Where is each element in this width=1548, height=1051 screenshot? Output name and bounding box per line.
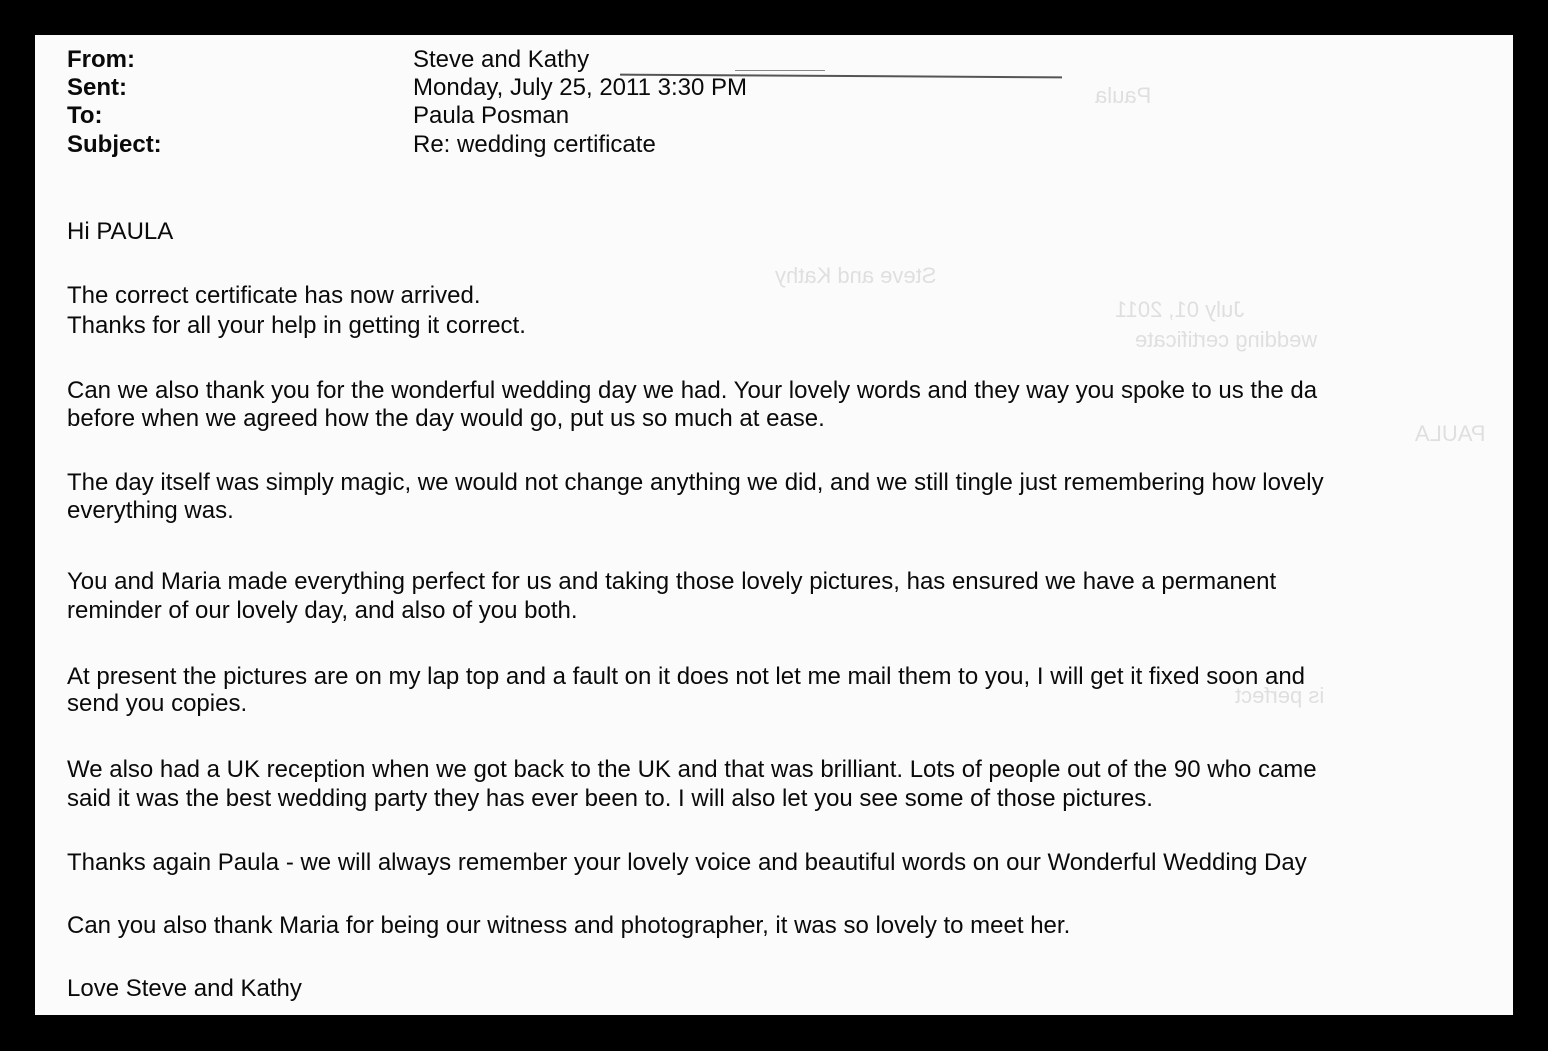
paragraph-line: You and Maria made everything perfect for us and taking those lovely pictures, has ensured we have a permanent [67, 568, 1277, 595]
signoff: Love Steve and Kathy [67, 975, 302, 1002]
bleed-through-text: Paula [1095, 83, 1152, 108]
to-value: Paula Posman [413, 102, 570, 129]
paragraph-line: The day itself was simply magic, we would not change anything we did, and we still tingle just remembering how lovely [67, 469, 1324, 496]
sent-label: Sent: [67, 74, 127, 101]
paragraph-line: At present the pictures are on my lap top and a fault on it does not let me mail them to you, I will get it fixed soon and [67, 663, 1306, 690]
bleed-through-text: PAULA [1415, 421, 1486, 446]
paragraph-line: Thanks for all your help in getting it correct. [67, 312, 526, 339]
pen-strike-line [735, 70, 825, 71]
sent-value: Monday, July 25, 2011 3:30 PM [413, 74, 747, 101]
paragraph-line: We also had a UK reception when we got back to the UK and that was brilliant. Lots of people out of the 90 who came [67, 756, 1317, 783]
paragraph-line: Can we also thank you for the wonderful wedding day we had. Your lovely words and they way you spoke to us the da [67, 377, 1318, 404]
from-label: From: [67, 46, 135, 73]
bleed-through-text: July 01, 2011 [1115, 297, 1245, 322]
scanned-email-page [35, 35, 1513, 1015]
paragraph-line: Thanks again Paula - we will always remember your lovely voice and beautiful words on our Wonderful Wedding Day [67, 849, 1307, 876]
subject-value: Re: wedding certificate [413, 131, 656, 158]
paragraph-line: before when we agreed how the day would go, put us so much at ease. [67, 405, 825, 432]
subject-label: Subject: [67, 131, 162, 158]
paragraph-line: Can you also thank Maria for being our witness and photographer, it was so lovely to meet her. [67, 912, 1071, 939]
bleed-through-text: is perfect [1235, 683, 1325, 708]
bleed-through-text: wedding certificate [1135, 327, 1318, 352]
bleed-through-text: Steve and Kathy [775, 263, 937, 288]
paragraph-line: The correct certificate has now arrived. [67, 282, 481, 309]
to-label: To: [67, 102, 103, 129]
from-value: Steve and Kathy [413, 46, 590, 73]
paragraph-line: send you copies. [67, 690, 248, 717]
paragraph-line: said it was the best wedding party they has ever been to. I will also let you see some of those pictures. [67, 785, 1153, 812]
greeting: Hi PAULA [67, 218, 174, 245]
paragraph-line: everything was. [67, 497, 234, 524]
paragraph-line: reminder of our lovely day, and also of you both. [67, 597, 578, 624]
